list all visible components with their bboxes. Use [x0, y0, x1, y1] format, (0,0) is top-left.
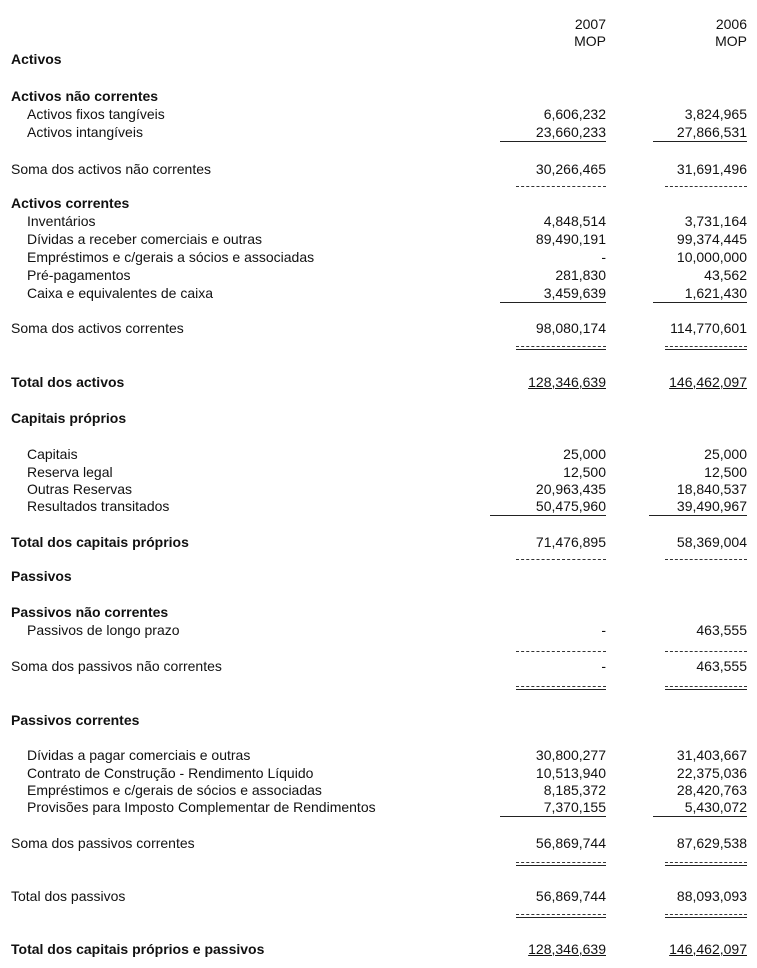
value-2006: 10,000,000 [676, 249, 747, 265]
divider [665, 186, 747, 187]
value-2007: 56,869,744 [535, 835, 606, 851]
value-2007: 30,266,465 [535, 161, 606, 177]
row-label: Total dos capitais próprios e passivos [11, 941, 265, 957]
value-2006: 18,840,537 [676, 481, 747, 497]
row-label: Total dos activos [11, 374, 125, 390]
value-2006: 146,462,097 [669, 941, 747, 957]
section-passivos-correntes: Passivos correntes [11, 712, 140, 728]
table-row [0, 212, 757, 230]
table-row [0, 319, 757, 337]
value-2007: - [601, 658, 606, 674]
value-2007: 56,869,744 [535, 888, 606, 904]
value-2007: 10,513,940 [535, 765, 606, 781]
value-2006: 146,462,097 [669, 374, 747, 390]
value-2007: 128,346,639 [528, 941, 606, 957]
double-divider [665, 346, 747, 347]
row-label: Contrato de Construção - Rendimento Líquido [27, 765, 314, 781]
header-currency-row [0, 32, 757, 50]
double-divider [516, 346, 606, 347]
table-row [0, 445, 757, 463]
divider [516, 186, 606, 187]
table-row [0, 764, 757, 782]
table-row [0, 284, 757, 302]
year-2007: 2007 [574, 16, 606, 32]
value-2007: 3,459,639 [500, 284, 606, 303]
value-2007: 71,476,895 [535, 534, 606, 550]
row-label: Resultados transitados [27, 498, 170, 514]
double-divider [665, 862, 747, 863]
value-2007: 8,185,372 [543, 782, 606, 798]
section-capitais-proprios: Capitais próprios [11, 410, 127, 426]
divider [516, 559, 606, 560]
table-row [0, 463, 757, 481]
value-2007: 50,475,960 [490, 497, 606, 516]
value-2006: 31,691,496 [676, 161, 747, 177]
value-2006: 3,824,965 [684, 106, 747, 122]
value-2006: 463,555 [696, 658, 747, 674]
row-label: Provisões para Imposto Complementar de Rendimentos [27, 799, 376, 815]
value-2007: 89,490,191 [535, 231, 606, 247]
table-row [0, 160, 757, 178]
row-label: Total dos passivos [11, 888, 126, 904]
value-2006: 463,555 [696, 622, 747, 638]
value-2007: 281,830 [555, 267, 606, 283]
row-label: Reserva legal [27, 464, 113, 480]
value-2007: 20,963,435 [535, 481, 606, 497]
row-label: Pré-pagamentos [27, 267, 131, 283]
year-2006: 2006 [715, 16, 747, 32]
value-2006: 39,490,967 [649, 497, 747, 516]
value-2006: 43,562 [704, 267, 747, 283]
table-row [0, 798, 757, 816]
row-label: Activos intangíveis [27, 124, 143, 140]
row-label: Total dos capitais próprios [11, 534, 189, 550]
section-activos-nao-correntes: Activos não correntes [11, 88, 159, 104]
table-row [0, 480, 757, 498]
value-2006: 31,403,667 [676, 747, 747, 763]
section-activos-correntes: Activos correntes [11, 195, 130, 211]
value-2006: 87,629,538 [676, 835, 747, 851]
value-2006: 58,369,004 [676, 534, 747, 550]
value-2007: - [601, 622, 606, 638]
divider [516, 651, 606, 652]
table-row [0, 781, 757, 799]
row-label: Soma dos activos não correntes [11, 161, 211, 177]
value-2007: 23,660,233 [500, 123, 606, 142]
table-row [0, 230, 757, 248]
value-2007: 25,000 [563, 446, 606, 462]
value-2006: 5,430,072 [653, 798, 747, 817]
row-label: Capitais [27, 446, 78, 462]
table-row [0, 105, 757, 123]
row-label: Empréstimos e c/gerais de sócios e associadas [27, 782, 322, 798]
table-row [0, 248, 757, 266]
table-row [0, 657, 757, 675]
table-row [0, 266, 757, 284]
value-2006: 3,731,164 [684, 213, 747, 229]
double-divider [516, 914, 606, 915]
value-2006: 114,770,601 [670, 320, 747, 336]
table-row [0, 621, 757, 639]
table-row [0, 123, 757, 141]
currency-2006: MOP [715, 33, 747, 49]
value-2006: 88,093,093 [676, 888, 747, 904]
value-2007: 6,606,232 [543, 106, 606, 122]
table-row [0, 887, 757, 905]
row-label: Dívidas a receber comerciais e outras [27, 231, 262, 247]
value-2006: 1,621,430 [653, 284, 747, 303]
section-activos: Activos [11, 51, 62, 67]
header-year-row [0, 15, 757, 33]
row-label: Dívidas a pagar comerciais e outras [27, 747, 251, 763]
row-label: Caixa e equivalentes de caixa [27, 285, 214, 301]
row-label: Soma dos passivos não correntes [11, 658, 222, 674]
currency-2007: MOP [574, 33, 606, 49]
table-row [0, 746, 757, 764]
table-row [0, 373, 757, 391]
value-2006: 99,374,445 [676, 231, 747, 247]
value-2007: 7,370,155 [500, 798, 606, 817]
value-2006: 22,375,036 [676, 765, 747, 781]
row-label: Inventários [27, 213, 96, 229]
value-2007: 12,500 [563, 464, 606, 480]
value-2006: 28,420,763 [676, 782, 747, 798]
value-2007: 98,080,174 [535, 320, 606, 336]
row-label: Activos fixos tangíveis [27, 106, 165, 122]
row-label: Passivos de longo prazo [27, 622, 180, 638]
double-divider [516, 862, 606, 863]
value-2006: 27,866,531 [653, 123, 747, 142]
value-2006: 12,500 [704, 464, 747, 480]
value-2007: - [601, 249, 606, 265]
double-divider [516, 686, 606, 687]
table-row [0, 497, 757, 515]
divider [665, 651, 747, 652]
row-label: Empréstimos e c/gerais a sócios e associadas [27, 249, 315, 265]
row-label: Soma dos passivos correntes [11, 835, 195, 851]
row-label: Soma dos activos correntes [11, 320, 184, 336]
value-2007: 128,346,639 [528, 374, 606, 390]
table-row [0, 834, 757, 852]
value-2006: 25,000 [704, 446, 747, 462]
section-passivos: Passivos [11, 568, 72, 584]
table-row [0, 533, 757, 551]
double-divider [665, 686, 747, 687]
row-label: Outras Reservas [27, 481, 133, 497]
table-row [0, 940, 757, 958]
section-passivos-nao-correntes: Passivos não correntes [11, 604, 169, 620]
value-2007: 30,800,277 [535, 747, 606, 763]
value-2007: 4,848,514 [543, 213, 606, 229]
double-divider [665, 914, 747, 915]
divider [665, 559, 747, 560]
